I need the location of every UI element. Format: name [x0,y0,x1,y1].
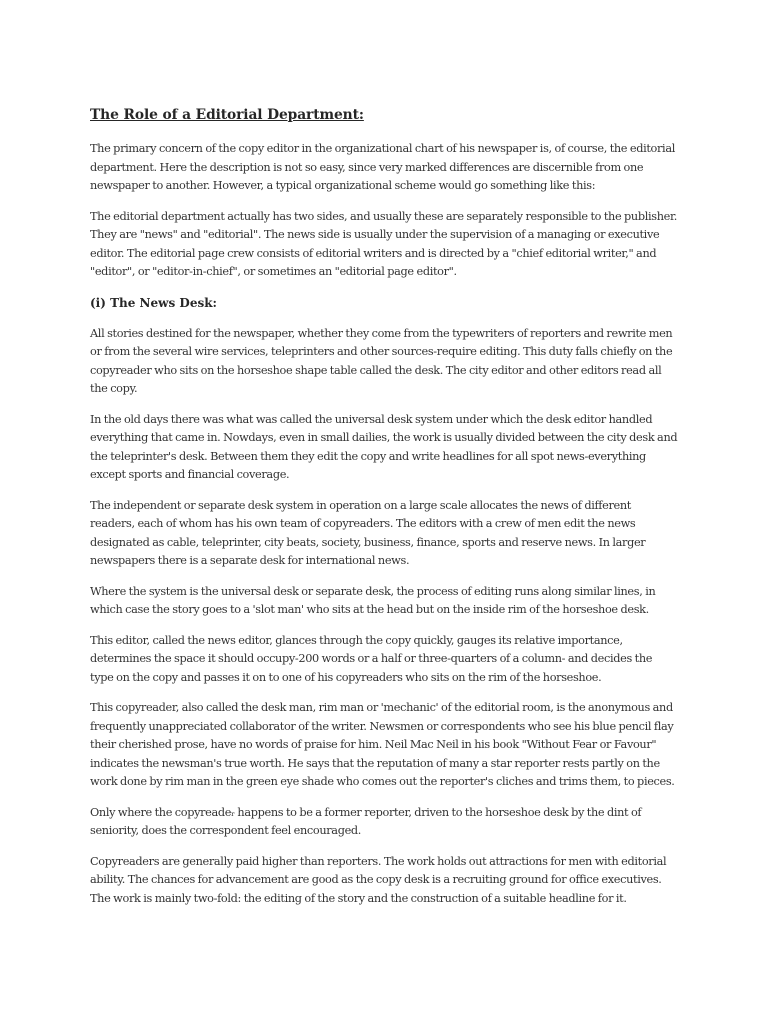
news-desk-paragraph-7: Only where the copyreadeᵣ happens to be a former reporter, driven to the horseshoe desk by the dint of seniority, does the correspondent feel encouraged. [90,805,642,837]
news-desk-paragraph-3: The independent or separate desk system in operation on a large scale allocates the news of different readers, each of whom has his own team of copyreaders. The editors with a crew of men edit the news designated as cable, teleprinter, city beats, society, business, finance, sports and reserve news. In larger newspapers there is a separate desk for international news. [90,498,646,567]
news-desk-paragraph-5: This editor, called the news editor, glances through the copy quickly, gauges its relative importance, determines the space it should occupy-200 words or a half or three-quarters of a column- and decides the type on the copy and passes it on to one of his copyreaders who sits on the rim of the horseshoe. [90,633,653,684]
news-desk-paragraph-6: This copyreader, also called the desk man, rim man or 'mechanic' of the editorial room, is the anonymous and frequently unappreciated collaborator of the writer. Newsmen or correspondents who see his blue pencil flay their cherished prose, have no words of praise for him. Neil Mac Neil in his book "Without Fear or Favour" indicates the newsman's true worth. He says that the reputation of many a star reporter rests partly on the work done by rim man in the green eye shade who comes out the reporter's cliches and trims them, to pieces. [90,701,675,788]
news-desk-paragraph-2: In the old days there was what was called the universal desk system under which the desk editor handled everything that came in. Nowdays, even in small dailies, the work is usually divided between the city desk and the teleprinter's desk. Between them they edit the copy and write headlines for all spot news-everything except sports and financial coverage. [90,412,678,481]
intro-paragraph-2: The editorial department actually has two sides, and usually these are separately responsible to the publisher. They are "news" and "editorial". The news side is usually under the supervision of a managing or executive editor. The editorial page crew consists of editorial writers and is directed by a "chief editorial writer," and "editor", or "editor-in-chief", or sometimes an "editorial page editor". [90,209,678,278]
document-title: The Role of a Editorial Department: [90,107,364,123]
intro-paragraph-1: The primary concern of the copy editor in the organizational chart of his newspaper is, of course, the editorial department. Here the description is not so easy, since very marked differences are discernible from one newspaper to another. However, a typical organizational scheme would go something like this: [90,142,675,192]
news-desk-paragraph-8: Copyreaders are generally paid higher than reporters. The work holds out attractions for men with editorial ability. The chances for advancement are good as the copy desk is a recruiting ground for office executives. The work is mainly two-fold: the editing of the story and the construction of a suitable headline for it. [90,854,667,905]
news-desk-paragraph-4: Where the system is the universal desk or separate desk, the process of editing runs along similar lines, in which case the story goes to a 'slot man' who sits at the head but on the inside rim of the horseshoe desk. [90,584,656,616]
section-heading-news-desk: (i) The News Desk: [90,295,217,310]
news-desk-paragraph-1: All stories destined for the newspaper, whether they come from the typewriters of reporters and rewrite men or from the several wire services, teleprinters and other sources-require editing. This duty falls chiefly on the copyreader who sits on the horseshoe shape table called the desk. The city editor and other editors read all the copy. [90,326,673,395]
